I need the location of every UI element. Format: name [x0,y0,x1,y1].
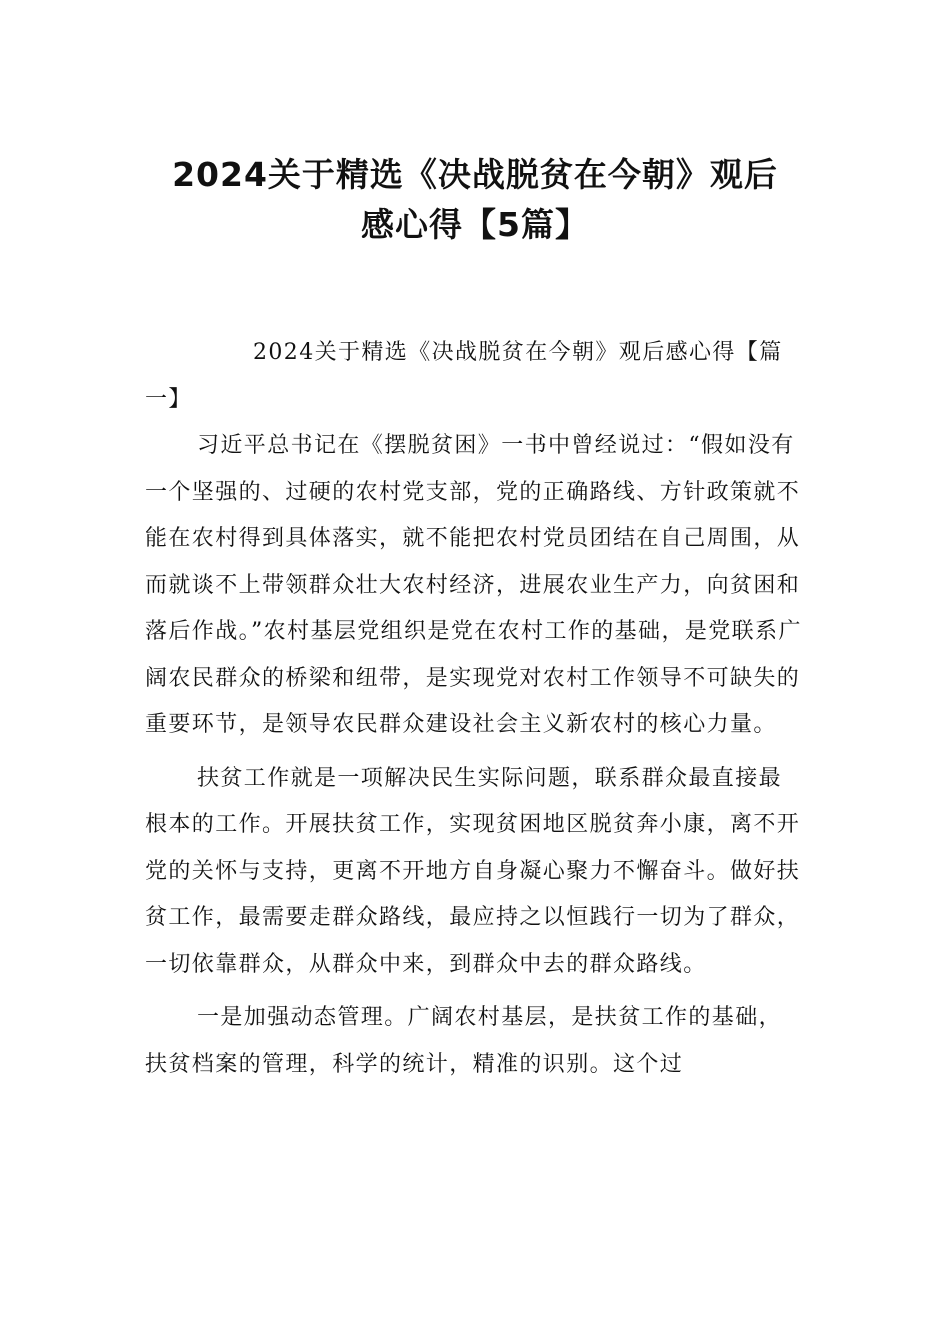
title-line-1: 2024关于精选《决战脱贫在今朝》观后 [172,155,778,195]
paragraph-2: 扶贫工作就是一项解决民生实际问题，联系群众最直接最根本的工作。开展扶贫工作，实现贫困地区脱贫奔小康，离不开党的关怀与支持，更离不开地方自身凝心聚力不懈奋斗。做好扶贫工作，最需要走群众路线，最应持之以恒践行一切为了群众，一切依靠群众，从群众中来，到群众中去的群众路线。 [145,765,801,977]
document-title [145,150,805,250]
section-subtitle: 2024关于精选《决战脱贫在今朝》观后感心得【篇一】 [145,340,783,412]
paragraph-1: 习近平总书记在《摆脱贫困》一书中曾经说过：“假如没有一个坚强的、过硬的农村党支部，党的正确路线、方针政策就不能在农村得到具体落实，就不能把农村党员团结在自己周围，从而就谈不上带领群众壮大农村经济，进展农业生产力，向贫困和落后作战。”农村基层党组织是党在农村工作的基础，是党联系广阔农民群众的桥梁和纽带，是实现党对农村工作领导不可缺失的重要环节，是领导农民群众建设社会主义新农村的核心力量。 [145,433,802,737]
document-body [145,330,805,1095]
paragraph-3: 一是加强动态管理。广阔农村基层，是扶贫工作的基础，扶贫档案的管理，科学的统计，精准的识别。这个过 [145,1005,783,1077]
title-line-2: 感心得【5篇】 [361,205,589,245]
